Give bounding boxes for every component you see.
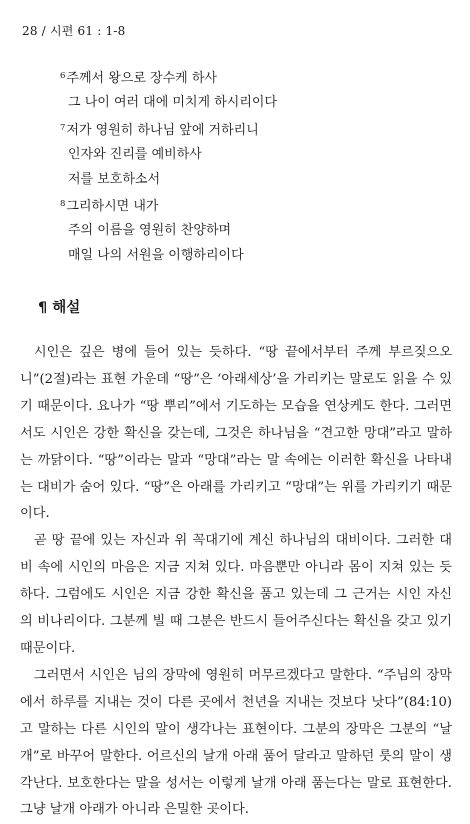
commentary-paragraph: 곧 땅 끝에 있는 자신과 위 꼭대기에 계신 하나님의 대비이다. 그러한 대비 속에 시인의 마음은 지금 지쳐 있다. 마음뿐만 아니라 몸이 지쳐 있는 듯하다. 그럼에도 시인은 지금 강한 확신을 품고 있는데 그 근거는 시인 자신의 비나리이다. 그분께 빌 때 그분은 반드시 들어주신다는 확신을 갖고 있기 때문이다. [20, 533, 452, 656]
verse-text: 그 나이 여러 대에 미치게 하시리이다 [68, 95, 278, 111]
verse-text: 그리하시면 내가 [66, 199, 159, 215]
verse-number: 8 [60, 199, 66, 210]
verse-number: 7 [60, 122, 66, 133]
verse-line [60, 143, 440, 167]
verse-text: 저가 영원히 하나님 앞에 거하리니 [66, 122, 259, 138]
commentary-paragraph: 그러면서 시인은 님의 장막에 영원히 머무르겠다고 말한다. “주님의 장막에서 하루를 지내는 것이 다른 곳에서 천년을 지내는 것보다 낫다”(84:10)고 말하는 다른 시인의 말이 생각나는 표현이다. 그분의 장막은 그분의 “날개”로 바꾸어 말한다. 어르신의 날개 아래 품어 달라고 말하던 룻의 말이 생각난다. 보호한다는 말을 성서는 이렇게 날개 아래 품는다는 말로 표현한다. 그냥 날개 아래가 아니라 은밀한 곳이다. [20, 667, 452, 818]
verse-text: 주의 이름을 영원히 찬양하며 [68, 223, 232, 239]
verse-line [60, 244, 440, 268]
verse-number: 6 [60, 71, 66, 81]
verse-line [60, 168, 440, 192]
section-title: ¶ 해설 [38, 300, 81, 316]
verse-line [60, 219, 440, 243]
verse-text: 매일 나의 서원을 이행하리이다 [68, 247, 244, 263]
verse-line [60, 91, 440, 115]
verse-text: 주께서 왕으로 장수케 하사 [66, 71, 217, 86]
verse-line [60, 116, 440, 143]
page-header: 28 / 시편 61 : 1-8 [22, 24, 126, 38]
verse-line [60, 192, 440, 219]
verse-text: 저를 보호하소서 [68, 171, 161, 187]
commentary-paragraph: 시인은 깊은 병에 들어 있는 듯하다. “땅 끝에서부터 주께 부르짖으오니”(2절)라는 표현 가운데 “땅”은 ‘아래세상’을 가리키는 말로도 읽을 수 있기 때문이다. 요나가 “땅 뿌리”에서 기도하는 모습을 연상케도 한다. 그러면서도 시인은 강한 확신을 갖는데, 그것은 하나님을 “견고한 망대”라고 말하는 까닭이다. “땅”이라는 말과 “망대”라는 말 속에는 이러한 확신을 나타내는 대비가 숨어 있다. “땅”은 아래를 가리키고 “망대”는 위를 가리키기 때문이다. [20, 345, 452, 522]
verse-line [60, 64, 440, 91]
scripture-verses [60, 64, 440, 268]
commentary-body [20, 340, 452, 824]
verse-text: 인자와 진리를 예비하사 [68, 147, 202, 163]
